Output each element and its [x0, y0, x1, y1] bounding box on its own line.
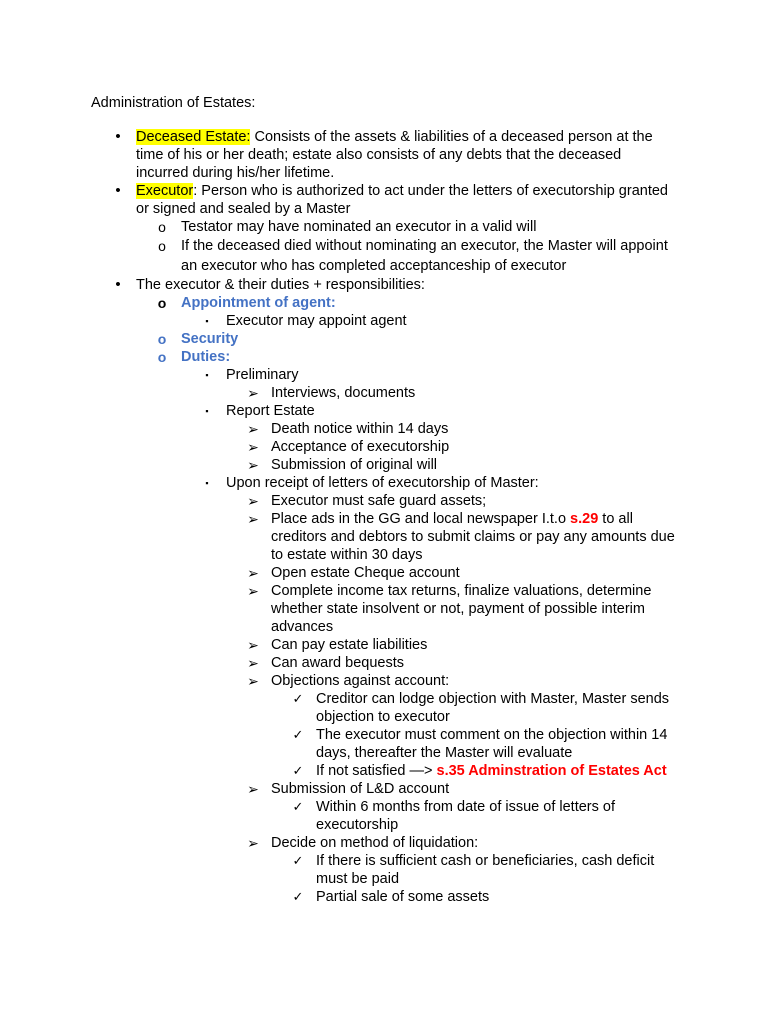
list-item	[0, 582, 768, 636]
circle-bullet-icon: o	[158, 219, 166, 235]
circle-bullet-icon: o	[158, 238, 166, 254]
arrow-bullet-icon: ➢	[247, 421, 259, 437]
check-bullet-icon: ✓	[292, 853, 304, 868]
list-item	[0, 236, 768, 276]
bullet-icon: •	[115, 128, 121, 145]
circle-bullet-icon: o	[157, 295, 167, 311]
list-item-text: If not satisfied —>	[316, 763, 437, 779]
list-item	[0, 438, 768, 456]
highlighted-term: Executor	[136, 183, 194, 199]
list-item	[0, 492, 768, 510]
check-bullet-icon: ✓	[292, 691, 304, 706]
list-item-text: Objections against account:	[271, 673, 450, 689]
list-item-text: The executor must comment on the objection within 14 days, thereafter the Master will evaluate	[316, 727, 668, 761]
arrow-bullet-icon: ➢	[247, 637, 259, 653]
arrow-bullet-icon: ➢	[247, 493, 259, 509]
list-item-text: Interviews, documents	[271, 385, 416, 401]
section-heading: Security	[181, 331, 239, 347]
list-item-executor	[0, 182, 768, 218]
list-item-text: Creditor can lodge objection with Master, Master sends objection to executor	[316, 691, 670, 725]
list-item-text: If there is sufficient cash or beneficiaries, cash deficit must be paid	[316, 853, 655, 887]
list-item-text: to all creditors and debtors to submit claims or pay any amounts due to estate within 30 days	[271, 511, 675, 563]
list-item-text: If the deceased died without nominating an executor, the Master will appoint an executor who has completed acceptanceship of executor	[181, 238, 668, 274]
list-item-text: Decide on method of liquidation:	[271, 835, 479, 851]
list-item-text: Can award bequests	[271, 655, 404, 671]
list-item	[0, 762, 768, 780]
list-item-text: Preliminary	[226, 367, 299, 383]
list-item-text: Within 6 months from date of issue of letters of executorship	[316, 799, 615, 833]
list-item-text: Acceptance of executorship	[271, 439, 450, 455]
arrow-bullet-icon: ➢	[247, 673, 259, 689]
list-item	[0, 384, 768, 402]
list-item	[0, 852, 768, 888]
highlighted-term: Deceased Estate:	[136, 129, 251, 145]
arrow-bullet-icon: ➢	[247, 457, 259, 473]
list-item-text: Place ads in the GG and local newspaper I.t.o	[271, 511, 571, 527]
definition-text: : Person who is authorized to act under the letters of executorship granted or signed and sealed by a Master	[136, 183, 668, 217]
list-item-duties-intro	[0, 276, 768, 294]
list-item-text: Executor must safe guard assets;	[271, 493, 487, 509]
list-item-text: Open estate Cheque account	[271, 565, 460, 581]
list-item	[0, 672, 768, 690]
list-item-security	[0, 330, 768, 348]
arrow-bullet-icon: ➢	[247, 385, 259, 401]
arrow-bullet-icon: ➢	[247, 439, 259, 455]
list-item-text: The executor & their duties + responsibilities:	[136, 277, 425, 293]
circle-bullet-icon: o	[157, 349, 167, 365]
list-item	[0, 564, 768, 582]
bullet-icon: •	[115, 276, 121, 293]
list-item	[0, 636, 768, 654]
section-heading: Duties:	[181, 349, 231, 365]
list-item-appointment	[0, 294, 768, 312]
arrow-bullet-icon: ➢	[247, 781, 259, 797]
square-bullet-icon: ▪	[205, 316, 209, 326]
statute-reference: s.35 Adminstration of Estates Act	[436, 763, 667, 779]
list-item-duties	[0, 348, 768, 366]
list-item-text: Submission of L&D account	[271, 781, 450, 797]
check-bullet-icon: ✓	[292, 889, 304, 904]
circle-bullet-icon: o	[157, 331, 167, 347]
list-item-text: Complete income tax returns, finalize valuations, determine whether state insolvent or not, payment of possible interim advances	[271, 583, 652, 635]
list-item	[0, 726, 768, 762]
list-item	[0, 798, 768, 834]
list-item	[0, 690, 768, 726]
arrow-bullet-icon: ➢	[247, 565, 259, 581]
list-item	[0, 218, 768, 236]
list-item-text: Report Estate	[226, 403, 315, 419]
list-item	[0, 834, 768, 852]
check-bullet-icon: ✓	[292, 727, 304, 742]
check-bullet-icon: ✓	[292, 799, 304, 814]
outline-list	[0, 128, 768, 906]
page-title: Administration of Estates:	[91, 95, 256, 111]
arrow-bullet-icon: ➢	[247, 511, 259, 527]
arrow-bullet-icon: ➢	[247, 583, 259, 599]
list-item-text: Submission of original will	[271, 457, 438, 473]
list-item-text: Upon receipt of letters of executorship of Master:	[226, 475, 539, 491]
square-bullet-icon: ▪	[205, 406, 209, 416]
statute-reference: s.29	[570, 511, 599, 527]
list-item-text: Partial sale of some assets	[316, 889, 490, 905]
list-item-text: Executor may appoint agent	[226, 313, 407, 329]
section-heading: Appointment of agent:	[181, 295, 336, 311]
list-item-text: Testator may have nominated an executor in a valid will	[181, 219, 537, 235]
list-item-text: Can pay estate liabilities	[271, 637, 428, 653]
list-item	[0, 510, 768, 564]
square-bullet-icon: ▪	[205, 370, 209, 380]
list-item	[0, 402, 768, 420]
definition-text: Consists of the assets & liabilities of a deceased person at the time of his or her death; estate also consists of any debts that the deceased incurred during his/her lifetime.	[136, 129, 653, 181]
square-bullet-icon: ▪	[205, 478, 209, 488]
arrow-bullet-icon: ➢	[247, 835, 259, 851]
list-item	[0, 420, 768, 438]
list-item	[0, 312, 768, 330]
list-item-deceased-estate	[0, 128, 768, 182]
check-bullet-icon: ✓	[292, 763, 304, 778]
list-item	[0, 456, 768, 474]
arrow-bullet-icon: ➢	[247, 655, 259, 671]
bullet-icon: •	[115, 182, 121, 199]
list-item	[0, 474, 768, 492]
list-item	[0, 654, 768, 672]
list-item	[0, 780, 768, 798]
list-item-text: Death notice within 14 days	[271, 421, 449, 437]
list-item	[0, 888, 768, 906]
list-item	[0, 366, 768, 384]
